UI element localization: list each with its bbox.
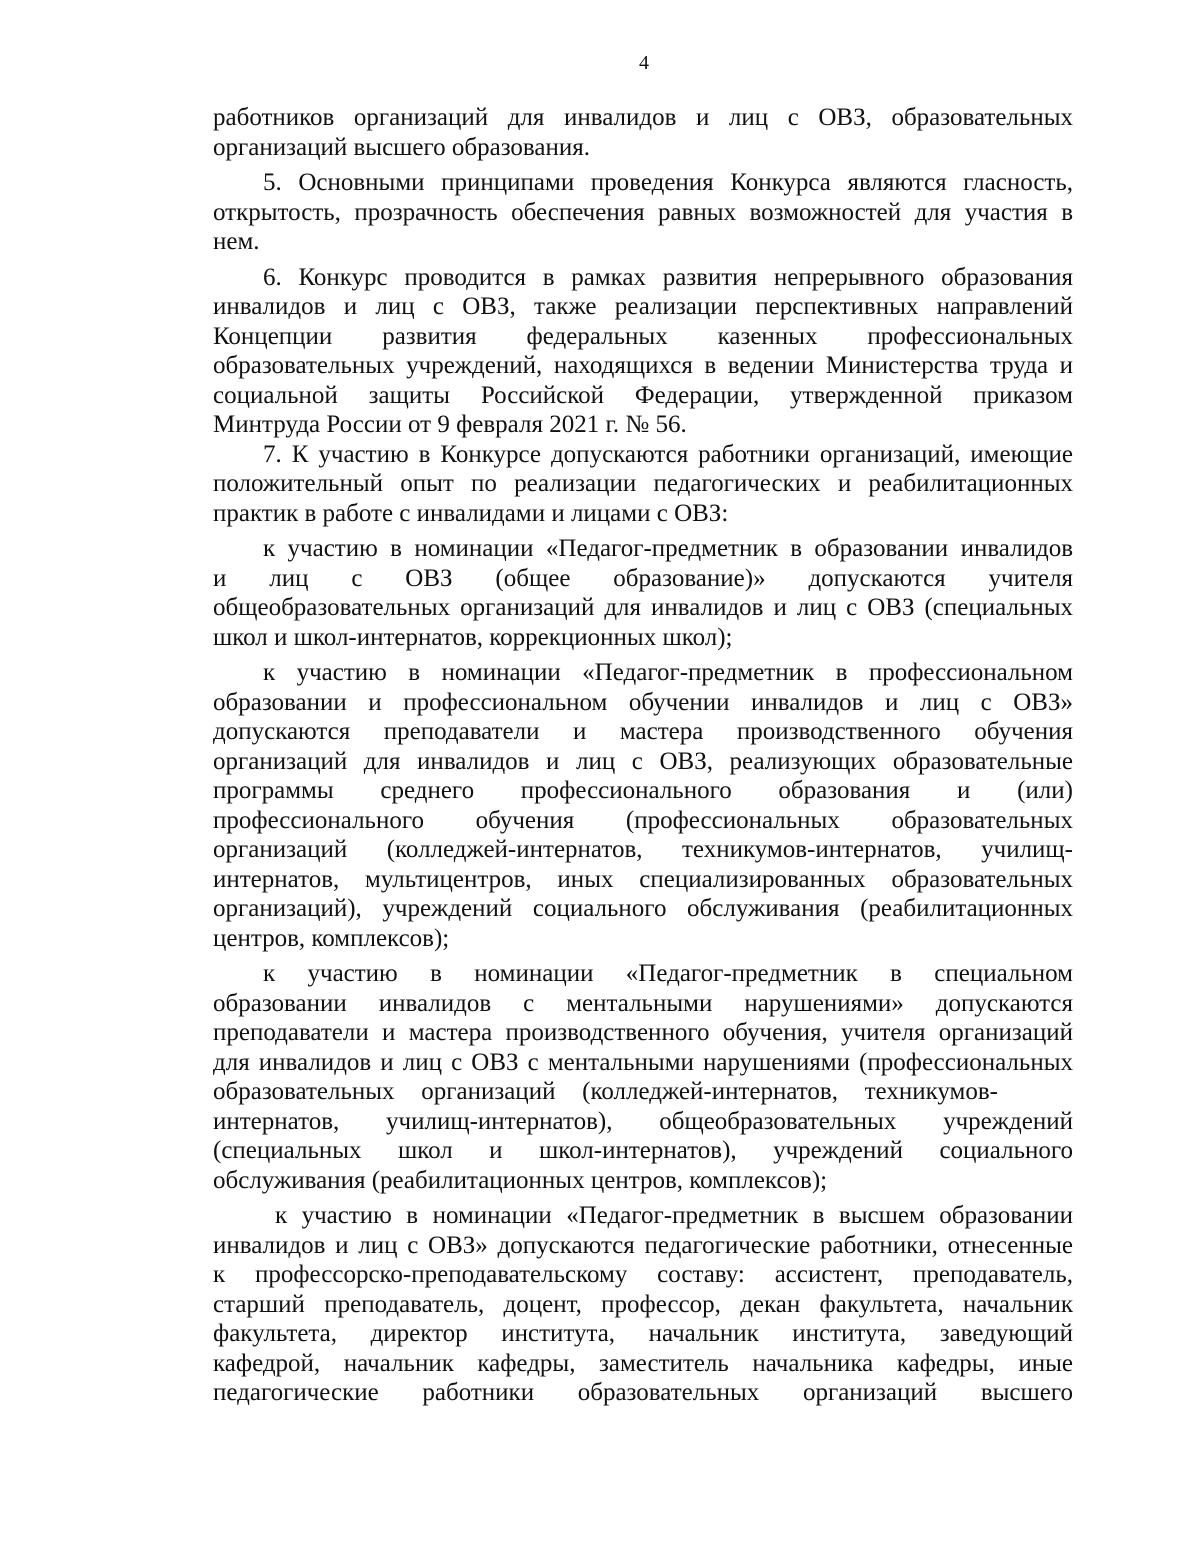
text-line: допускаются преподаватели и мастера производственного обучения (213, 718, 1073, 745)
text-line: организаций для инвалидов и лиц с ОВЗ, реализующих образовательные (213, 747, 1073, 775)
text-line: кафедрой, начальник кафедры, заместитель начальника кафедры, иные (213, 1349, 1073, 1377)
text-line: старший преподаватель, доцент, профессор, декан факультета, начальник (213, 1290, 1073, 1318)
text-line: педагогические работники образовательных организаций высшего (213, 1379, 1073, 1406)
text-line: интернатов, мультицентров, иных специализированных образовательных (213, 865, 1073, 893)
text-line: 7. К участию в Конкурсе допускаются работники организаций, имеющие (263, 440, 1073, 468)
text-line: образовательных организаций (колледжей-интернатов, техникумов- (213, 1078, 998, 1105)
text-line: к участию в номинации «Педагог-предметник в специальном (263, 960, 1073, 987)
text-line: к участию в номинации «Педагог-предметник в высшем образовании (275, 1202, 1073, 1229)
page-number: 4 (639, 52, 649, 74)
text-line: программы среднего профессионального образования и (или) (213, 777, 1073, 804)
text-line: практик в работе с инвалидами и лицами с ОВЗ: (213, 499, 729, 527)
text-line: к участию в номинации «Педагог-предметник в профессиональном (263, 659, 1073, 686)
text-line: для инвалидов и лиц с ОВЗ с ментальными нарушениями (профессиональных (213, 1048, 1073, 1076)
text-line: организаций (колледжей-интернатов, техникумов-интернатов, училищ- (213, 836, 1073, 863)
text-line: (специальных школ и школ-интернатов), учреждений социального (213, 1137, 1073, 1164)
text-line: организаций), учреждений социального обслуживания (реабилитационных (213, 895, 1073, 922)
text-line: Минтруда России от 9 февраля 2021 г. № 56. (213, 411, 687, 438)
text-line: образовании инвалидов с ментальными нарушениями» допускаются (213, 989, 1073, 1017)
text-line: интернатов, училищ-интернатов), общеобразовательных учреждений (213, 1107, 1073, 1135)
text-line: обслуживания (реабилитационных центров, комплексов); (213, 1166, 828, 1194)
text-line: образовании и профессиональном обучении инвалидов и лиц с ОВЗ» (213, 688, 1073, 716)
text-line: Концепции развития федеральных казенных профессиональных (213, 322, 1073, 350)
text-line: преподаватели и мастера производственного обучения, учителя организаций (213, 1019, 1073, 1046)
text-line: 6. Конкурс проводится в рамках развития непрерывного образования (263, 263, 1073, 291)
text-line: социальной защиты Российской Федерации, утвержденной приказом (213, 381, 1073, 409)
text-line: общеобразовательных организаций для инвалидов и лиц с ОВЗ (специальных (213, 594, 1073, 621)
text-line: 5. Основными принципами проведения Конкурса являются гласность, (263, 169, 1073, 196)
text-line: образовательных учреждений, находящихся в ведении Министерства труда и (213, 352, 1073, 379)
text-line: школ и школ-интернатов, коррекционных школ); (213, 623, 733, 651)
text-line: организаций высшего образования. (213, 133, 591, 161)
text-line: и лиц с ОВЗ (общее образование)» допускаются учителя (213, 564, 1073, 592)
text-line: к участию в номинации «Педагог-предметник в образовании инвалидов (263, 535, 1073, 562)
text-line: профессионального обучения (профессиональных образовательных (213, 806, 1073, 834)
text-line: к профессорско-преподавательскому составу: ассистент, преподаватель, (213, 1261, 1073, 1288)
text-line: работников организаций для инвалидов и лиц с ОВЗ, образовательных (213, 104, 1073, 131)
text-line: открытость, прозрачность обеспечения равных возможностей для участия в (213, 198, 1073, 226)
text-line: инвалидов и лиц с ОВЗ, также реализации перспективных направлений (213, 293, 1073, 320)
text-line: положительный опыт по реализации педагогических и реабилитационных (213, 470, 1073, 497)
text-line: факультета, директор института, начальник института, заведующий (213, 1320, 1073, 1347)
text-line: инвалидов и лиц с ОВЗ» допускаются педагогические работники, отнесенные (213, 1231, 1073, 1259)
text-line: центров, комплексов); (213, 924, 450, 952)
document-body (213, 103, 1073, 1408)
text-line: нем. (213, 228, 260, 255)
